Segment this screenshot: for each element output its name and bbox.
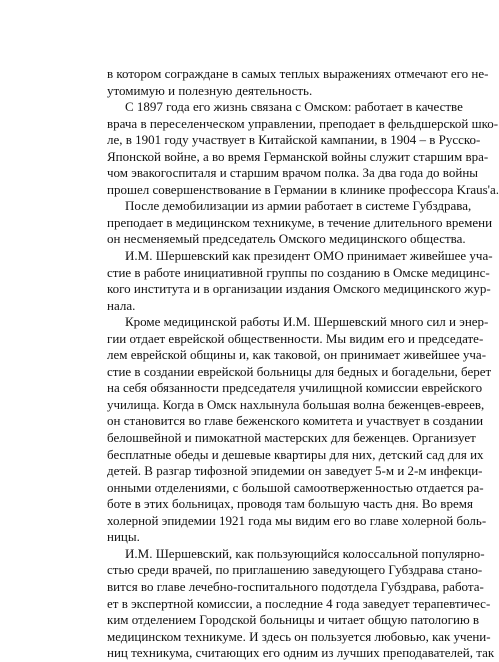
text-line: гии отдает еврейской общественности. Мы видим его и председате- [107, 330, 484, 346]
text-line: вится во главе лечебно-госпитального подотдела Губздрава, работа- [107, 578, 484, 594]
text-line: Кроме медицинской работы И.М. Шершевский много сил и энер- [125, 314, 489, 330]
text-line: прошел совершенствование в Германии в клинике профессора Kraus'a. [107, 181, 499, 197]
text-line: нала. [107, 297, 136, 313]
text-line: стью среди врачей, по приглашению заведующего Губздрава стано- [107, 562, 483, 578]
text-body [107, 66, 499, 662]
paragraph [107, 198, 493, 248]
paragraph [107, 545, 495, 662]
text-line: ет в экспертной комиссии, а последние 4 года заведует терапевтичес- [107, 595, 491, 611]
text-line: стие в работе инициативной группы по созданию в Омске медицинс- [107, 264, 490, 280]
text-line: чом эвакогоспиталя и старшим врачом полка. За два года до войны [107, 165, 479, 181]
text-line: преподает в медицинском техникуме, в течение длительного времени [107, 214, 493, 230]
text-line: ким отделением Городской больницы и читает общую патологию в [107, 612, 480, 628]
text-line: И.М. Шершевский, как пользующийся колоссальной популярно- [125, 545, 485, 561]
text-line: лем еврейской общины и, как таковой, он принимает живейшее уча- [107, 347, 487, 363]
text-line: утомимую и полезную деятельность. [107, 82, 313, 98]
text-line: боте в этих больницах, проводя там большую часть дня. Во время [107, 496, 473, 512]
text-line: в котором сограждане в самых теплых выражениях отмечают его не- [107, 66, 489, 81]
paragraph [107, 248, 493, 314]
paragraph [107, 99, 499, 198]
paragraph [107, 66, 489, 99]
text-line: врача в переселенческом управлении, преподает в фельдшерской шко- [107, 115, 499, 131]
paragraph [107, 314, 492, 546]
text-line: детей. В разгар тифозной эпидемии он заведует 5-м и 2-м инфекци- [107, 463, 483, 479]
text-line: бесплатные обеды и дешевые квартиры для них, детский сад для их [107, 446, 484, 462]
text-line: медицинском техникуме. И здесь он пользуется любовью, как учени- [107, 628, 491, 644]
text-line: он становится во главе беженского комитета и участвует в создании [107, 413, 484, 429]
text-line: И.М. Шершевский как президент ОМО принимает живейшее уча- [125, 248, 493, 264]
text-line: Японской войне, а во время Германской войны служит старшим вра- [107, 148, 489, 164]
text-line: С 1897 года его жизнь связана с Омском: работает в качестве [125, 99, 463, 115]
text-line: онными отделениями, с большой самоотверженностью отдается ра- [107, 479, 484, 495]
text-line: холерной эпидемии 1921 года мы видим его во главе холерной боль- [107, 512, 487, 528]
text-line: ниц техникума, считающих его одним из лучших преподавателей, так [107, 645, 495, 661]
text-line: кого института и в организации издания Омского медицинского жур- [107, 281, 491, 297]
text-line: стие в создании еврейской больницы для бедных и богадельни, берет [107, 363, 492, 379]
text-line: После демобилизации из армии работает в системе Губздрава, [125, 198, 472, 214]
text-line: ницы. [107, 529, 140, 545]
text-line: он несменяемый председатель Омского медицинского общества. [107, 231, 466, 247]
text-line: ле, в 1901 году участвует в Китайской кампании, в 1904 – в Русско- [107, 132, 481, 148]
text-line: белошвейной и пимокатной мастерских для беженцев. Организует [107, 430, 476, 446]
text-line: на себя обязанности председателя училищной комиссии еврейского [107, 380, 483, 396]
text-line: училища. Когда в Омск нахлынула большая волна беженцев-евреев, [107, 396, 485, 412]
